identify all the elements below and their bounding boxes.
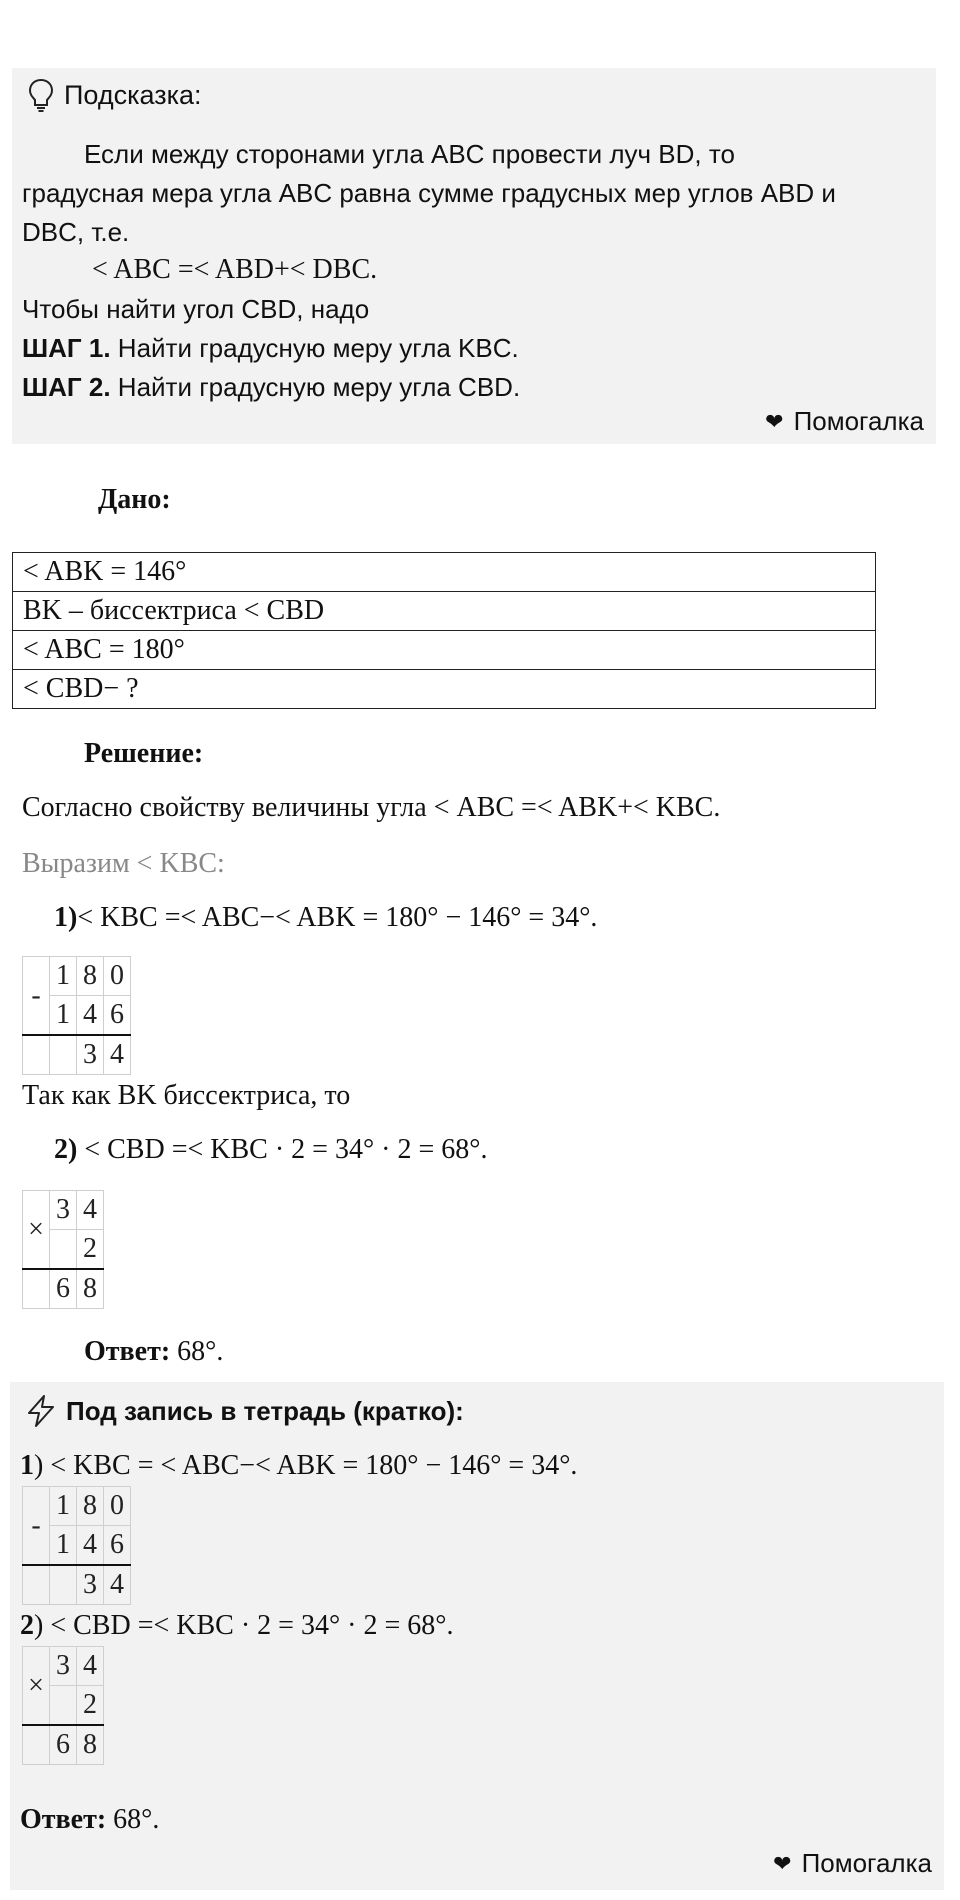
- hint-paragraph-line: DBC, т.е.: [22, 217, 130, 247]
- step-label: ШАГ 2.: [22, 372, 111, 402]
- digit-cell: 2: [77, 1230, 104, 1270]
- solution-step-1: [54, 902, 597, 934]
- solution-line: Выразим < KBC:: [22, 848, 225, 879]
- step-number: 1): [54, 902, 78, 933]
- hint-step-2: [22, 371, 520, 403]
- digit-cell: 6: [104, 996, 131, 1036]
- minus-sign: -: [23, 1487, 50, 1566]
- notebook-answer: [20, 1804, 159, 1836]
- digit-cell: 0: [104, 957, 131, 996]
- step-expression: < KBC =< ABC−< ABK = 180° − 146° = 34°.: [77, 902, 598, 933]
- answer-label: Ответ:: [84, 1336, 171, 1367]
- answer: [84, 1336, 223, 1368]
- multiplication-column: [22, 1646, 104, 1765]
- empty-cell: [23, 1725, 50, 1765]
- step-number: 2): [54, 1134, 78, 1165]
- given-label: Дано:: [98, 484, 171, 515]
- brand-link[interactable]: ❤ Помогалка: [773, 1848, 932, 1878]
- digit-cell: 3: [77, 1035, 104, 1075]
- hint-paragraph-line: градусная мера угла ABC равна сумме градусных мер углов ABD и: [22, 178, 836, 208]
- digit-cell: 3: [50, 1191, 77, 1230]
- digit-cell: 1: [50, 1526, 77, 1566]
- times-sign: ×: [23, 1191, 50, 1270]
- digit-cell: 4: [77, 1191, 104, 1230]
- digit-cell: 4: [77, 1647, 104, 1686]
- notebook-step-1: [20, 1450, 577, 1482]
- heart-icon: ❤: [765, 408, 784, 434]
- step-text: Найти градусную меру угла KBC.: [110, 333, 519, 363]
- step-number: 1: [20, 1450, 34, 1481]
- given-row: < ABK = 146°: [13, 553, 876, 592]
- hint-paragraph-line: Если между сторонами угла ABC провести луч BD, то: [84, 139, 735, 169]
- digit-cell: 0: [104, 1487, 131, 1526]
- given-row: < ABC = 180°: [13, 631, 876, 670]
- digit-cell: 6: [104, 1526, 131, 1566]
- lightbulb-icon: [28, 78, 54, 112]
- step-expression: ) < CBD =< KBC · 2 = 34° · 2 = 68°.: [34, 1610, 454, 1641]
- step-expression: ) < KBC = < ABC−< ABK = 180° − 146° = 34°.: [34, 1450, 578, 1481]
- solution-step-2: [54, 1134, 487, 1166]
- digit-cell: [50, 1686, 77, 1726]
- given-row: BK – биссектриса < CBD: [13, 592, 876, 631]
- digit-cell: 8: [77, 1725, 104, 1765]
- solution-line: Так как BK биссектриса, то: [22, 1080, 351, 1111]
- step-number: 2: [20, 1610, 34, 1641]
- digit-cell: 1: [50, 957, 77, 996]
- digit-cell: 1: [50, 1487, 77, 1526]
- hint-formula: < ABC =< ABD+< DBC.: [92, 254, 378, 285]
- solution-label: Решение:: [84, 738, 204, 769]
- subtraction-column: [22, 956, 131, 1075]
- multiplication-column: [22, 1190, 104, 1309]
- hint-paragraph-line: Чтобы найти угол CBD, надо: [22, 294, 370, 324]
- empty-cell: [23, 1035, 50, 1075]
- minus-sign: -: [23, 957, 50, 1036]
- answer-label: Ответ:: [20, 1804, 107, 1835]
- digit-cell: 6: [50, 1269, 77, 1309]
- solution-line: Согласно свойству величины угла < ABC =< ABK+< KBC.: [22, 792, 721, 823]
- step-expression: < CBD =< KBC · 2 = 34° · 2 = 68°.: [77, 1134, 488, 1165]
- digit-cell: 3: [50, 1647, 77, 1686]
- notebook-title: Под запись в тетрадь (кратко):: [24, 1394, 464, 1428]
- notebook-box: [10, 1382, 944, 1890]
- digit-cell: [50, 1035, 77, 1075]
- digit-cell: 2: [77, 1686, 104, 1726]
- hint-title: Подсказка:: [28, 78, 202, 112]
- digit-cell: 8: [77, 957, 104, 996]
- given-table: [12, 552, 876, 709]
- digit-cell: 4: [104, 1565, 131, 1605]
- digit-cell: 4: [104, 1035, 131, 1075]
- brand-link[interactable]: ❤ Помогалка: [765, 406, 924, 436]
- digit-cell: [50, 1230, 77, 1270]
- answer-value: 68°.: [106, 1804, 160, 1835]
- heart-icon: ❤: [773, 1850, 792, 1876]
- given-row: < CBD− ?: [13, 670, 876, 709]
- empty-cell: [23, 1565, 50, 1605]
- digit-cell: [50, 1565, 77, 1605]
- digit-cell: 4: [77, 1526, 104, 1566]
- digit-cell: 8: [77, 1269, 104, 1309]
- notebook-step-2: [20, 1610, 453, 1642]
- digit-cell: 8: [77, 1487, 104, 1526]
- digit-cell: 4: [77, 996, 104, 1036]
- hint-step-1: [22, 332, 519, 364]
- subtraction-column: [22, 1486, 131, 1605]
- lightning-icon: [24, 1394, 58, 1428]
- digit-cell: 3: [77, 1565, 104, 1605]
- digit-cell: 6: [50, 1725, 77, 1765]
- step-text: Найти градусную меру угла CBD.: [110, 372, 521, 402]
- empty-cell: [23, 1269, 50, 1309]
- answer-value: 68°.: [170, 1336, 224, 1367]
- hint-box: [12, 68, 936, 444]
- times-sign: ×: [23, 1647, 50, 1726]
- digit-cell: 1: [50, 996, 77, 1036]
- step-label: ШАГ 1.: [22, 333, 111, 363]
